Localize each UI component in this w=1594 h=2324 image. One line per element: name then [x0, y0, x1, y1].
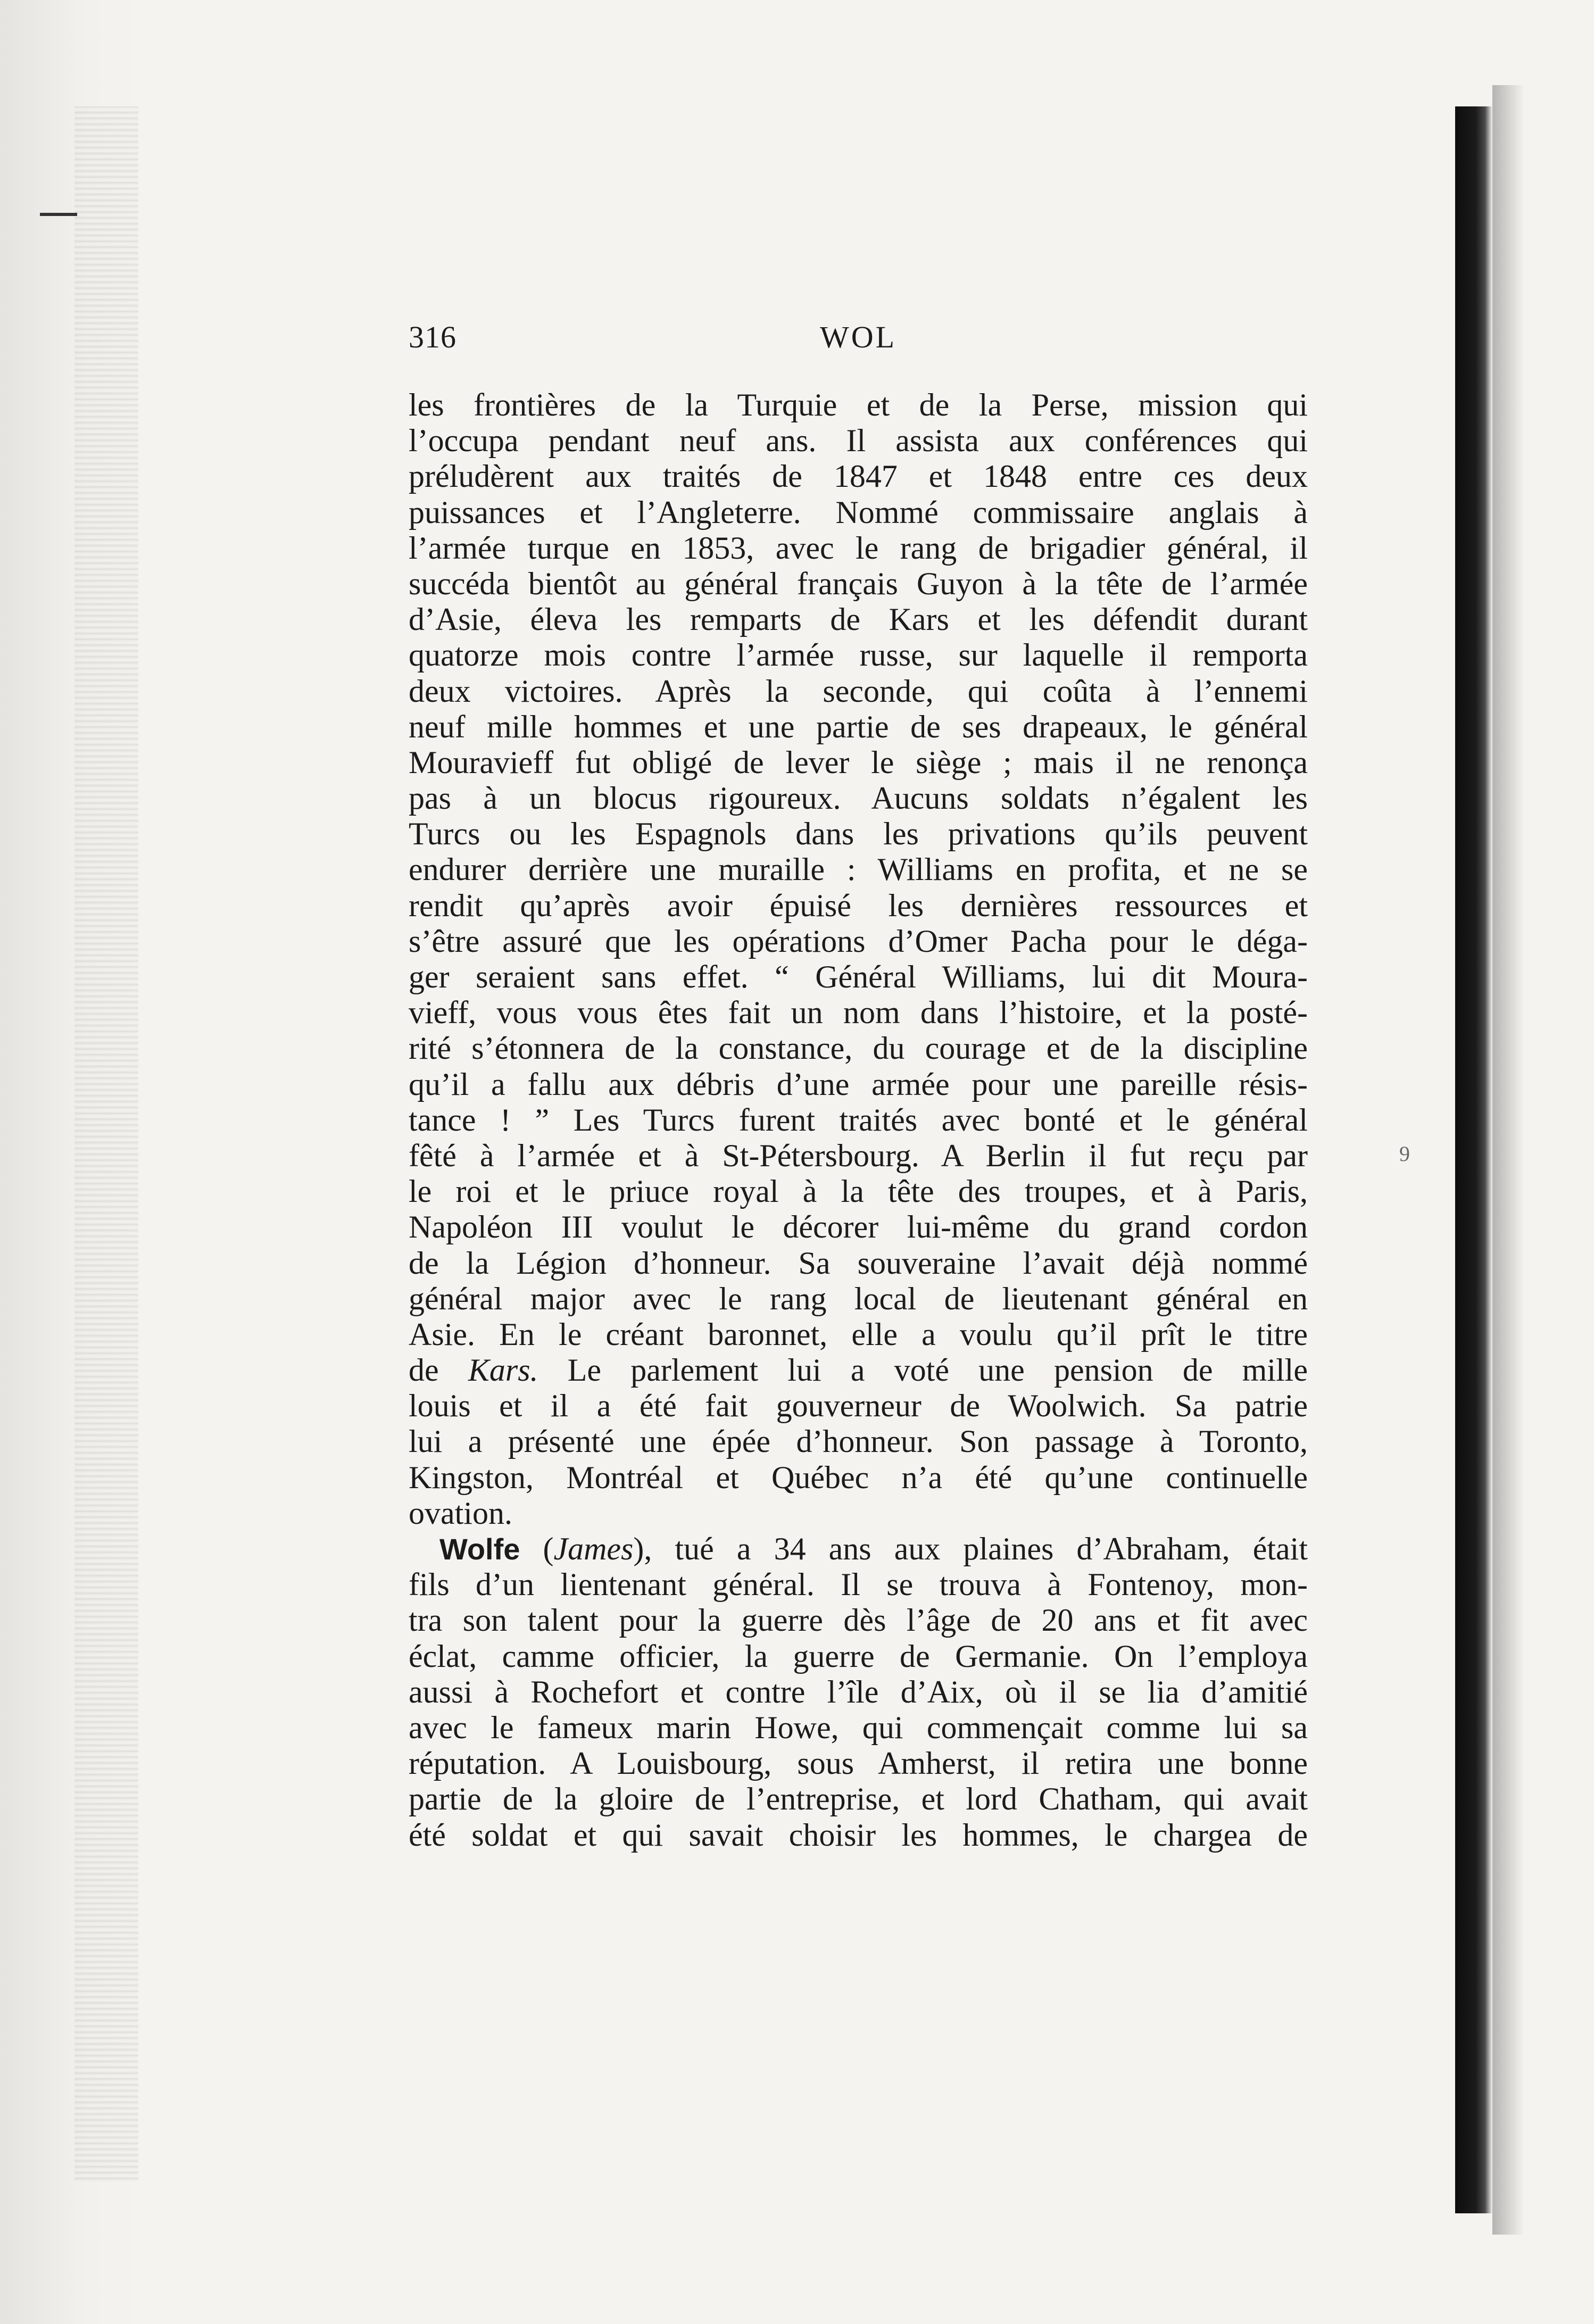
text-line: Mouravieff fut obligé de lever le siège ; mais il ne renonça	[409, 744, 1308, 780]
text-line: partie de la gloire de l’entreprise, et lord Chatham, qui avait	[409, 1781, 1308, 1817]
text-line: Asie. En le créant baronnet, elle a voulu qu’il prît le titre	[409, 1316, 1308, 1352]
text-line: l’occupa pendant neuf ans. Il assista aux conférences qui	[409, 423, 1308, 459]
entry-name: Wolfe	[439, 1532, 520, 1566]
entry-given-name: James	[553, 1531, 634, 1566]
text-line: tance ! ” Les Turcs furent traités avec bonté et le général	[409, 1102, 1308, 1138]
page-number: 316	[409, 320, 456, 354]
entry-heading-line	[409, 1531, 1308, 1567]
text-span: (	[520, 1531, 554, 1566]
text-line: quatorze mois contre l’armée russe, sur laquelle il remporta	[409, 637, 1308, 673]
place-name-kars: Kars.	[468, 1352, 538, 1388]
text-line: rendit qu’après avoir épuisé les dernières ressources et	[409, 887, 1308, 923]
text-span: Le parlement lui a voté une pension de mille	[538, 1352, 1308, 1388]
page-header	[409, 319, 1308, 362]
text-line: réputation. A Louisbourg, sous Amherst, il retira une bonne	[409, 1746, 1308, 1781]
text-line: vieff, vous vous êtes fait un nom dans l’histoire, et la posté-	[409, 995, 1308, 1031]
text-line: été soldat et qui savait choisir les hommes, le chargea de	[409, 1817, 1308, 1853]
text-line: neuf mille hommes et une partie de ses drapeaux, le général	[409, 709, 1308, 744]
text-line: tra son talent pour la guerre dès l’âge de 20 ans et fit avec	[409, 1603, 1308, 1638]
text-line: l’armée turque en 1853, avec le rang de brigadier général, il	[409, 530, 1308, 566]
text-line: deux victoires. Après la seconde, qui coûta à l’ennemi	[409, 673, 1308, 709]
text-line: de la Légion d’honneur. Sa souveraine l’avait déjà nommé	[409, 1245, 1308, 1281]
text-line: avec le fameux marin Howe, qui commençait comme lui sa	[409, 1709, 1308, 1745]
right-edge-scan-bar	[1455, 106, 1492, 2213]
text-line: le roi et le priuce royal à la tête des troupes, et à Paris,	[409, 1174, 1308, 1209]
right-edge-shadow	[1492, 85, 1524, 2235]
text-line: fêté à l’armée et à St-Pétersbourg. A Berlin il fut reçu par	[409, 1138, 1308, 1173]
body-text	[409, 387, 1308, 1853]
text-line: succéda bientôt au général français Guyon à la tête de l’armée	[409, 566, 1308, 601]
text-line: Turcs ou les Espagnols dans les privations qu’ils peuvent	[409, 816, 1308, 852]
text-line: fils d’un lientenant général. Il se trouva à Fontenoy, mon-	[409, 1567, 1308, 1603]
text-line: endurer derrière une muraille : Williams en profita, et ne se	[409, 852, 1308, 887]
text-line: qu’il a fallu aux débris d’une armée pour une pareille résis-	[409, 1066, 1308, 1102]
text-line: général major avec le rang local de lieutenant général en	[409, 1281, 1308, 1316]
text-span: ), tué a 34 ans aux plaines d’Abraham, était	[633, 1531, 1308, 1566]
text-line: Napoléon III voulut le décorer lui-même du grand cordon	[409, 1209, 1308, 1245]
text-line: les frontières de la Turquie et de la Perse, mission qui	[409, 387, 1308, 422]
text-line: Kingston, Montréal et Québec n’a été qu’une continuelle	[409, 1459, 1308, 1495]
text-span: de	[409, 1352, 468, 1388]
text-line	[409, 1352, 1308, 1388]
binding-edge-marks	[74, 106, 138, 2181]
text-line: aussi à Rochefort et contre l’île d’Aix, où il se lia d’amitié	[409, 1674, 1308, 1709]
margin-tick-mark	[40, 213, 77, 216]
text-line: préludèrent aux traités de 1847 et 1848 entre ces deux	[409, 459, 1308, 494]
text-line: puissances et l’Angleterre. Nommé commissaire anglais à	[409, 494, 1308, 530]
text-line-last: ovation.	[409, 1495, 512, 1531]
running-head: WOL	[819, 320, 897, 354]
text-line: rité s’étonnera de la constance, du courage et de la discipline	[409, 1031, 1308, 1066]
paragraph-wolfe	[409, 1567, 1308, 1853]
text-line: lui a présenté une épée d’honneur. Son passage à Toronto,	[409, 1424, 1308, 1459]
margin-mark: 9	[1399, 1142, 1410, 1166]
text-line: s’être assuré que les opérations d’Omer Pacha pour le déga-	[409, 923, 1308, 959]
text-line: pas à un blocus rigoureux. Aucuns soldats n’égalent les	[409, 781, 1308, 816]
text-line: éclat, camme officier, la guerre de Germanie. On l’employa	[409, 1638, 1308, 1674]
paragraph-williams	[409, 387, 1308, 1352]
text-line: d’Asie, éleva les remparts de Kars et les défendit durant	[409, 602, 1308, 637]
paragraph-williams-continued	[409, 1388, 1308, 1496]
text-line: ger seraient sans effet. “ Général Williams, lui dit Moura-	[409, 959, 1308, 994]
text-line: louis et il a été fait gouverneur de Woolwich. Sa patrie	[409, 1388, 1308, 1424]
